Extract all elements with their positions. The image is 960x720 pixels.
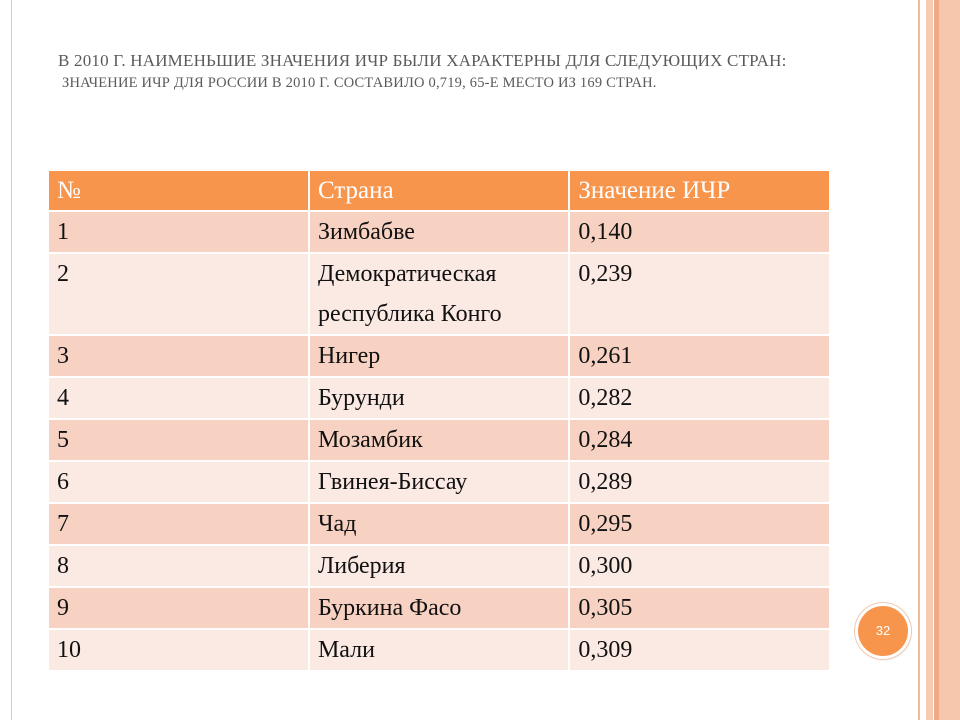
table-row bbox=[48, 335, 830, 377]
cell-number: 8 bbox=[48, 545, 309, 587]
cell-number: 6 bbox=[48, 461, 309, 503]
cell-number: 2 bbox=[48, 253, 309, 335]
table-row bbox=[48, 461, 830, 503]
header-number: № bbox=[48, 170, 309, 211]
cell-value: 0,295 bbox=[569, 503, 830, 545]
cell-number: 4 bbox=[48, 377, 309, 419]
right-stripe-4 bbox=[939, 0, 960, 720]
cell-country: Бурунди bbox=[309, 377, 569, 419]
cell-value: 0,289 bbox=[569, 461, 830, 503]
cell-value: 0,305 bbox=[569, 587, 830, 629]
cell-country: Либерия bbox=[309, 545, 569, 587]
cell-value: 0,261 bbox=[569, 335, 830, 377]
cell-value: 0,239 bbox=[569, 253, 830, 335]
cell-country: Нигер bbox=[309, 335, 569, 377]
table-row bbox=[48, 545, 830, 587]
cell-number: 3 bbox=[48, 335, 309, 377]
cell-value: 0,309 bbox=[569, 629, 830, 671]
right-stripe-1 bbox=[918, 0, 920, 720]
left-decorative-rule bbox=[11, 0, 12, 720]
cell-country: Зимбабве bbox=[309, 211, 569, 253]
table-row bbox=[48, 419, 830, 461]
cell-value: 0,300 bbox=[569, 545, 830, 587]
cell-value: 0,284 bbox=[569, 419, 830, 461]
hdi-table bbox=[47, 169, 831, 672]
right-stripe-2 bbox=[926, 0, 933, 720]
table-row bbox=[48, 211, 830, 253]
slide-title: В 2010 Г. НАИМЕНЬШИЕ ЗНАЧЕНИЯ ИЧР БЫЛИ ХАРАКТЕРНЫ ДЛЯ СЛЕДУЮЩИХ СТРАН: bbox=[58, 51, 787, 70]
slide-title-block bbox=[58, 50, 878, 92]
cell-number: 10 bbox=[48, 629, 309, 671]
cell-value: 0,140 bbox=[569, 211, 830, 253]
page-number-badge: 32 bbox=[858, 606, 908, 656]
cell-value: 0,282 bbox=[569, 377, 830, 419]
table-row bbox=[48, 503, 830, 545]
cell-country: Чад bbox=[309, 503, 569, 545]
cell-number: 5 bbox=[48, 419, 309, 461]
header-hdi-value: Значение ИЧР bbox=[569, 170, 830, 211]
table-header-row bbox=[48, 170, 830, 211]
cell-number: 7 bbox=[48, 503, 309, 545]
cell-country: Мали bbox=[309, 629, 569, 671]
table-row bbox=[48, 587, 830, 629]
table-row bbox=[48, 253, 830, 335]
cell-number: 9 bbox=[48, 587, 309, 629]
header-country: Страна bbox=[309, 170, 569, 211]
cell-country: Буркина Фасо bbox=[309, 587, 569, 629]
table-row bbox=[48, 629, 830, 671]
slide-subtitle: ЗНАЧЕНИЕ ИЧР ДЛЯ РОССИИ В 2010 Г. СОСТАВИЛО 0,719, 65-Е МЕСТО ИЗ 169 СТРАН. bbox=[62, 75, 657, 91]
cell-country: Демократическая республика Конго bbox=[309, 253, 569, 335]
cell-country: Мозамбик bbox=[309, 419, 569, 461]
table-row bbox=[48, 377, 830, 419]
cell-country: Гвинея-Биссау bbox=[309, 461, 569, 503]
cell-number: 1 bbox=[48, 211, 309, 253]
